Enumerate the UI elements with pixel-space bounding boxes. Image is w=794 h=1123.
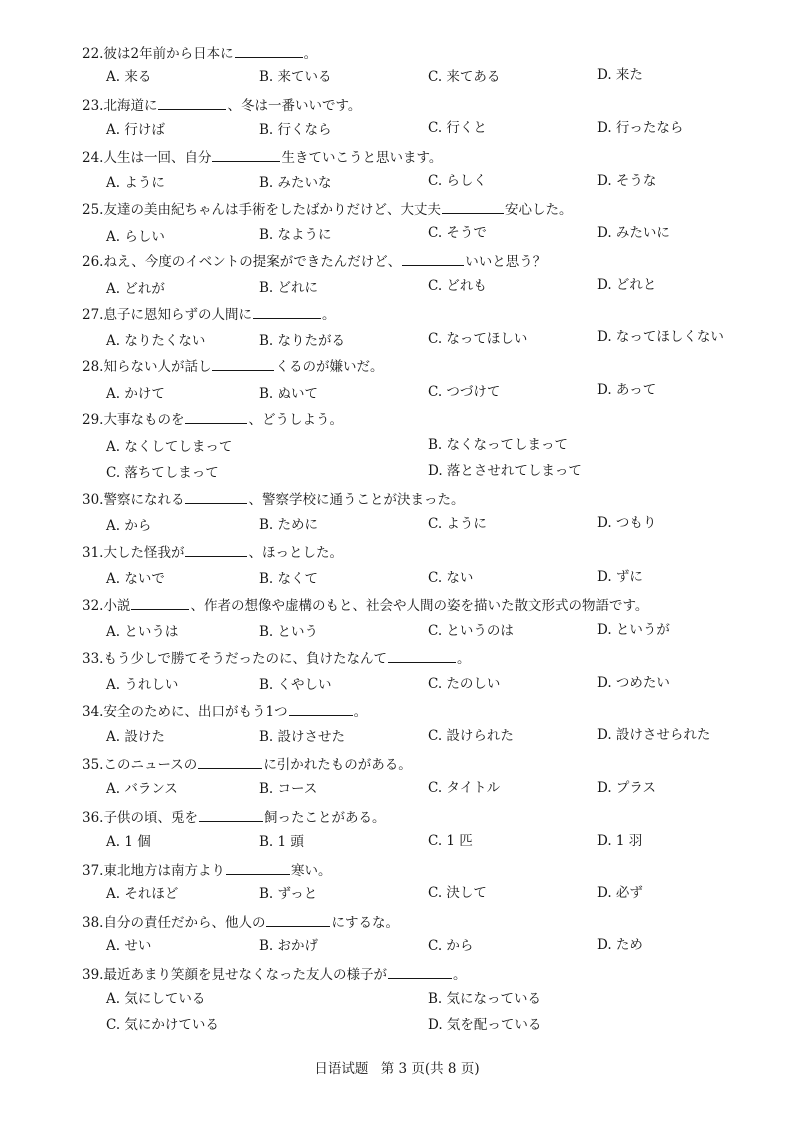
question-24 bbox=[82, 149, 442, 166]
option-d: D. 必ず bbox=[597, 885, 643, 901]
question-text-pre: 大事なものを bbox=[103, 412, 185, 428]
question-number: 26. bbox=[82, 254, 104, 270]
question-text-pre: 人生は一回、自分 bbox=[103, 150, 212, 166]
answer-blank bbox=[131, 597, 189, 610]
option-b: B. 気になっている bbox=[428, 991, 542, 1007]
question-text-post: 、冬は一番いいです。 bbox=[227, 98, 362, 114]
option-d: D. というが bbox=[597, 622, 670, 638]
option-b: B. ために bbox=[259, 517, 319, 533]
option-a: A. ように bbox=[106, 175, 165, 191]
question-28 bbox=[82, 358, 383, 375]
question-text-pre: 安全のために、出口がもう1つ bbox=[103, 704, 288, 720]
question-number: 37. bbox=[82, 863, 104, 879]
question-text-pre: ねえ、今度のイベントの提案ができたんだけど、 bbox=[103, 254, 402, 270]
question-text-post: 。 bbox=[452, 967, 467, 983]
question-text-pre: 警察になれる bbox=[103, 492, 185, 508]
answer-blank bbox=[289, 703, 353, 716]
option-b: B. なりたがる bbox=[259, 333, 346, 349]
question-text-pre: 彼は2年前から日本に bbox=[103, 46, 234, 62]
question-25 bbox=[82, 201, 572, 218]
option-d: D. 設けさせられた bbox=[597, 727, 711, 743]
question-text-pre: 最近あまり笑顔を見せなくなった友人の様子が bbox=[103, 967, 387, 983]
option-c: C. というのは bbox=[428, 623, 514, 639]
question-text-post: 安心した。 bbox=[504, 202, 573, 218]
answer-blank bbox=[235, 45, 303, 58]
question-number: 25. bbox=[82, 202, 104, 218]
option-d: D. つもり bbox=[597, 515, 657, 531]
answer-blank bbox=[226, 862, 290, 875]
answer-blank bbox=[402, 253, 464, 266]
question-text-post: 。 bbox=[353, 704, 368, 720]
option-a: A. なりたくない bbox=[106, 333, 206, 349]
question-text-pre: 知らない人が話し bbox=[103, 359, 212, 375]
question-39 bbox=[82, 966, 466, 983]
option-b: B. みたいな bbox=[259, 175, 332, 191]
option-a: A. から bbox=[106, 518, 152, 534]
option-a: A. それほど bbox=[106, 886, 179, 902]
answer-blank bbox=[442, 201, 504, 214]
option-c: C. どれも bbox=[428, 278, 487, 294]
option-c: C. タイトル bbox=[428, 780, 501, 796]
question-text-pre: 東北地方は南方より bbox=[103, 863, 225, 879]
question-number: 29. bbox=[82, 412, 104, 428]
answer-blank bbox=[198, 756, 262, 769]
question-29 bbox=[82, 411, 343, 428]
footer-subject: 日语试题 bbox=[314, 1061, 369, 1077]
option-c: C. 行くと bbox=[428, 120, 487, 136]
option-c: C. 落ちてしまって bbox=[106, 465, 219, 481]
answer-blank bbox=[185, 544, 247, 557]
question-22 bbox=[82, 45, 317, 62]
question-number: 36. bbox=[82, 810, 104, 826]
option-d: D. ずに bbox=[597, 569, 643, 585]
question-number: 24. bbox=[82, 150, 104, 166]
option-a: A. バランス bbox=[106, 781, 178, 797]
question-37 bbox=[82, 862, 331, 879]
option-b: B. ぬいて bbox=[259, 386, 319, 402]
question-text-post: 。 bbox=[456, 651, 471, 667]
question-text-post: 、どうしよう。 bbox=[248, 412, 343, 428]
answer-blank bbox=[185, 491, 247, 504]
question-number: 30. bbox=[82, 492, 104, 508]
option-a: A. ないで bbox=[106, 571, 165, 587]
question-text-pre: 小説 bbox=[103, 598, 131, 614]
option-b: B. 設けさせた bbox=[259, 729, 346, 745]
question-32 bbox=[82, 597, 648, 614]
answer-blank bbox=[388, 650, 456, 663]
option-d: D. 来た bbox=[597, 67, 643, 83]
answer-blank bbox=[158, 97, 226, 110]
question-33 bbox=[82, 650, 470, 667]
option-b: B. 行くなら bbox=[259, 122, 332, 138]
question-text-post: いいと思う？ bbox=[465, 254, 547, 270]
option-d: D. どれと bbox=[597, 277, 657, 293]
option-a: A. 来る bbox=[106, 69, 152, 85]
question-text-pre: 大した怪我が bbox=[103, 545, 185, 561]
question-31 bbox=[82, 544, 343, 561]
option-c: C. 気にかけている bbox=[106, 1017, 219, 1033]
question-text-post: 飼ったことがある。 bbox=[263, 810, 386, 826]
question-number: 32. bbox=[82, 598, 104, 614]
question-number: 33. bbox=[82, 651, 104, 667]
question-35 bbox=[82, 756, 412, 773]
option-d: D. そうな bbox=[597, 173, 657, 189]
option-b: B. くやしい bbox=[259, 677, 332, 693]
option-a: A. らしい bbox=[106, 229, 165, 245]
option-d: D. ため bbox=[597, 937, 643, 953]
option-a: A. どれが bbox=[106, 281, 165, 297]
question-text-post: 。 bbox=[303, 46, 318, 62]
option-d: D. つめたい bbox=[597, 675, 670, 691]
question-text-pre: もう少しで勝てそうだったのに、負けたなんて bbox=[103, 651, 387, 667]
option-b: B. なくて bbox=[259, 571, 319, 587]
question-text-post: に引かれたものがある。 bbox=[263, 757, 412, 773]
option-c: C. たのしい bbox=[428, 676, 501, 692]
option-b: B. なように bbox=[259, 227, 332, 243]
question-text-post: 、作者の想像や虚構のもと、社会や人間の姿を描いた散文形式の物語です。 bbox=[190, 598, 649, 614]
option-c: C. 来てある bbox=[428, 69, 501, 85]
option-c: C. ように bbox=[428, 516, 487, 532]
question-text-pre: 友達の美由紀ちゃんは手術をしたばかりだけど、大丈夫 bbox=[103, 202, 441, 218]
option-d: D. 落とさせれてしまって bbox=[428, 463, 582, 479]
option-d: D. 行ったなら bbox=[597, 120, 684, 136]
question-number: 27. bbox=[82, 307, 104, 323]
option-d: D. みたいに bbox=[597, 225, 670, 241]
option-c: C. 1 匹 bbox=[428, 833, 473, 849]
footer-page-number: 第 3 页(共 8 页) bbox=[380, 1061, 480, 1077]
question-number: 34. bbox=[82, 704, 104, 720]
question-27 bbox=[82, 306, 335, 323]
question-36 bbox=[82, 809, 385, 826]
option-c: C. らしく bbox=[428, 173, 487, 189]
option-d: D. 1 羽 bbox=[597, 833, 643, 849]
question-34 bbox=[82, 703, 367, 720]
question-26 bbox=[82, 253, 546, 270]
option-d: D. 気を配っている bbox=[428, 1017, 542, 1033]
question-number: 28. bbox=[82, 359, 104, 375]
option-c: C. なってほしい bbox=[428, 331, 528, 347]
option-b: B. おかげ bbox=[259, 938, 319, 954]
option-c: C. ない bbox=[428, 570, 474, 586]
question-text-pre: 自分の責任だから、他人の bbox=[103, 915, 266, 931]
question-number: 38. bbox=[82, 915, 104, 931]
question-number: 23. bbox=[82, 98, 104, 114]
question-text-pre: 北海道に bbox=[103, 98, 158, 114]
question-number: 35. bbox=[82, 757, 104, 773]
question-text-post: 生きていこうと思います。 bbox=[281, 150, 443, 166]
option-a: A. せい bbox=[106, 938, 152, 954]
page-footer bbox=[0, 1057, 794, 1077]
answer-blank bbox=[388, 966, 452, 979]
option-a: A. 気にしている bbox=[106, 991, 206, 1007]
question-text-pre: 子供の頃、兎を bbox=[103, 810, 198, 826]
question-text-post: にするな。 bbox=[331, 915, 399, 931]
option-c: C. 設けられた bbox=[428, 728, 514, 744]
question-23 bbox=[82, 97, 361, 114]
option-d: D. あって bbox=[597, 382, 657, 398]
answer-blank bbox=[253, 306, 321, 319]
option-a: A. というは bbox=[106, 624, 179, 640]
answer-blank bbox=[199, 809, 263, 822]
option-c: C. そうで bbox=[428, 225, 487, 241]
question-text-pre: このニュースの bbox=[103, 757, 198, 773]
option-b: B. 来ている bbox=[259, 69, 332, 85]
option-a: A. 設けた bbox=[106, 729, 165, 745]
option-b: B. 1 頭 bbox=[259, 834, 304, 850]
answer-blank bbox=[212, 358, 274, 371]
option-c: C. から bbox=[428, 938, 474, 954]
option-a: A. かけて bbox=[106, 386, 165, 402]
option-d: D. プラス bbox=[597, 780, 657, 796]
option-b: B. という bbox=[259, 624, 319, 640]
option-b: B. どれに bbox=[259, 280, 319, 296]
question-number: 31. bbox=[82, 545, 104, 561]
option-a: A. なくしてしまって bbox=[106, 439, 233, 455]
option-d: D. なってほしくない bbox=[597, 329, 724, 345]
option-b: B. ずっと bbox=[259, 886, 318, 902]
question-number: 22. bbox=[82, 46, 104, 62]
answer-blank bbox=[266, 914, 330, 927]
question-text-pre: 息子に恩知らずの人間に bbox=[103, 307, 252, 323]
option-c: C. つづけて bbox=[428, 384, 501, 400]
option-a: A. 1 個 bbox=[106, 834, 151, 850]
question-text-post: 寒い。 bbox=[290, 863, 332, 879]
question-text-post: 、ほっとした。 bbox=[248, 545, 343, 561]
option-c: C. 決して bbox=[428, 885, 487, 901]
question-38 bbox=[82, 914, 399, 931]
option-a: A. うれしい bbox=[106, 677, 179, 693]
option-a: A. 行けば bbox=[106, 122, 165, 138]
answer-blank bbox=[212, 149, 280, 162]
question-text-post: くるのが嫌いだ。 bbox=[275, 359, 384, 375]
question-text-post: 、警察学校に通うことが決まった。 bbox=[248, 492, 465, 508]
question-30 bbox=[82, 491, 464, 508]
question-text-post: 。 bbox=[321, 307, 336, 323]
question-number: 39. bbox=[82, 967, 104, 983]
option-b: B. コース bbox=[259, 781, 318, 797]
answer-blank bbox=[185, 411, 247, 424]
option-b: B. なくなってしまって bbox=[428, 437, 569, 453]
